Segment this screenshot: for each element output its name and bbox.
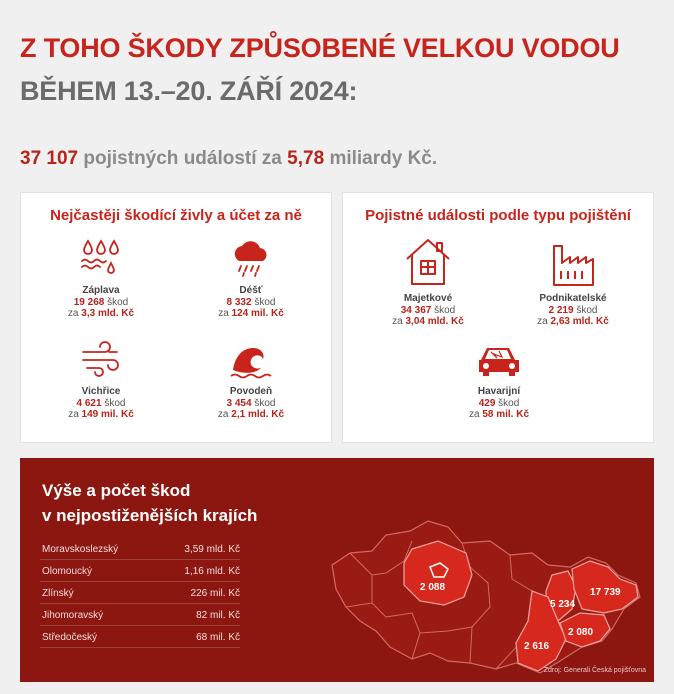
czech-regions-map — [320, 513, 650, 678]
insurance-card — [342, 192, 654, 443]
insurance-prefix: za — [468, 409, 480, 420]
element-prefix: za — [68, 409, 79, 420]
map-label-zlinsky: 2 080 — [568, 627, 594, 638]
region-amount: 3,59 mld. Kč — [184, 544, 240, 555]
element-count: 4 621 — [76, 397, 102, 409]
insurance-count: 34 367 — [400, 304, 432, 316]
element-item-rain — [186, 239, 316, 320]
regions-title-line-2: v nejpostiženějších krajích — [42, 506, 258, 525]
element-amount: 3,3 mld. Kč — [81, 308, 135, 319]
region-amount: 68 mil. Kč — [196, 632, 240, 643]
element-item-flood — [36, 239, 166, 320]
table-row — [40, 538, 240, 560]
map-label-jihomoravsky: 2 616 — [524, 641, 550, 652]
element-amount: 124 mil. Kč — [231, 308, 284, 319]
insurance-amount: 2,63 mld. Kč — [550, 316, 609, 327]
crashed-car-icon — [475, 340, 523, 380]
table-row — [40, 582, 240, 604]
insurance-unit: škod — [576, 304, 598, 316]
summary-amount-text: miliardy Kč. — [329, 148, 438, 169]
element-name: Déšť — [239, 285, 263, 296]
element-amount: 2,1 mld. Kč — [231, 409, 285, 420]
element-unit: škod — [254, 397, 276, 409]
insurance-amount: 58 mil. Kč — [482, 409, 530, 420]
insurance-prefix: za — [537, 316, 548, 327]
element-name: Záplava — [82, 285, 120, 296]
main-title-line-1: Z TOHO ŠKODY ZPŮSOBENÉ VELKOU VODOU — [20, 33, 620, 63]
wave-icon — [229, 340, 273, 380]
map-label-moravskoslezsky: 17 739 — [590, 587, 621, 598]
insurance-card-title: Pojistné události podle typu pojištění — [365, 207, 631, 224]
element-prefix: za — [218, 308, 229, 319]
regions-panel-title — [42, 478, 322, 528]
elements-card-title: Nejčastěji škodící živly a účet za ně — [50, 207, 302, 224]
region-amount: 226 mil. Kč — [190, 588, 240, 599]
element-name: Povodeň — [229, 386, 273, 397]
summary-line — [20, 148, 437, 170]
table-row — [40, 560, 240, 582]
rain-cloud-icon — [229, 239, 273, 279]
region-name: Jihomoravský — [42, 610, 104, 621]
insurance-unit: škod — [434, 304, 456, 316]
source-note: Zdroj: Generali Česká pojišťovna — [543, 667, 646, 674]
summary-amount: 5,78 — [287, 148, 325, 169]
wind-icon — [79, 340, 123, 380]
region-name: Zlínský — [42, 588, 74, 599]
main-title-line-2: BĚHEM 13.–20. ZÁŘÍ 2024: — [20, 76, 358, 106]
table-row — [40, 604, 240, 626]
factory-icon — [551, 243, 595, 287]
regions-table — [40, 538, 240, 648]
region-amount: 1,16 mld. Kč — [184, 566, 240, 577]
insurance-name: Podnikatelské — [539, 293, 607, 304]
insurance-name: Majetkové — [403, 293, 453, 304]
region-name: Středočeský — [42, 632, 98, 643]
map-label-olomoucky: 5 234 — [550, 599, 576, 610]
map-label-stredocesky: 2 088 — [420, 582, 446, 593]
insurance-unit: škod — [498, 397, 520, 409]
insurance-item-motor — [434, 340, 564, 421]
table-row — [40, 626, 240, 648]
region-amount: 82 mil. Kč — [196, 610, 240, 621]
insurance-count: 429 — [478, 397, 496, 409]
flood-drops-icon — [79, 239, 123, 279]
element-count: 3 454 — [226, 397, 252, 409]
element-count: 19 268 — [73, 296, 105, 308]
element-name: Vichřice — [81, 386, 121, 397]
region-stredocesky — [404, 541, 472, 605]
element-item-surge — [186, 340, 316, 421]
summary-count: 37 107 — [20, 148, 79, 169]
element-unit: škod — [107, 296, 129, 308]
insurance-item-business — [508, 243, 638, 328]
insurance-count: 2 219 — [548, 304, 574, 316]
regions-panel — [20, 458, 654, 682]
insurance-item-property — [363, 237, 493, 328]
element-count: 8 332 — [226, 296, 252, 308]
element-prefix: za — [217, 409, 229, 420]
element-unit: škod — [254, 296, 276, 308]
regions-title-line-1: Výše a počet škod — [42, 481, 191, 500]
element-amount: 149 mil. Kč — [81, 409, 134, 420]
element-item-wind — [36, 340, 166, 421]
summary-count-text: pojistných událostí za — [83, 148, 282, 169]
element-prefix: za — [67, 308, 79, 319]
insurance-amount: 3,04 mld. Kč — [405, 316, 464, 327]
house-icon — [404, 237, 452, 287]
insurance-prefix: za — [392, 316, 403, 327]
insurance-name: Havarijní — [477, 386, 521, 397]
elements-card — [20, 192, 332, 443]
region-name: Olomoucký — [42, 566, 93, 577]
region-name: Moravskoslezský — [42, 544, 119, 555]
element-unit: škod — [104, 397, 126, 409]
